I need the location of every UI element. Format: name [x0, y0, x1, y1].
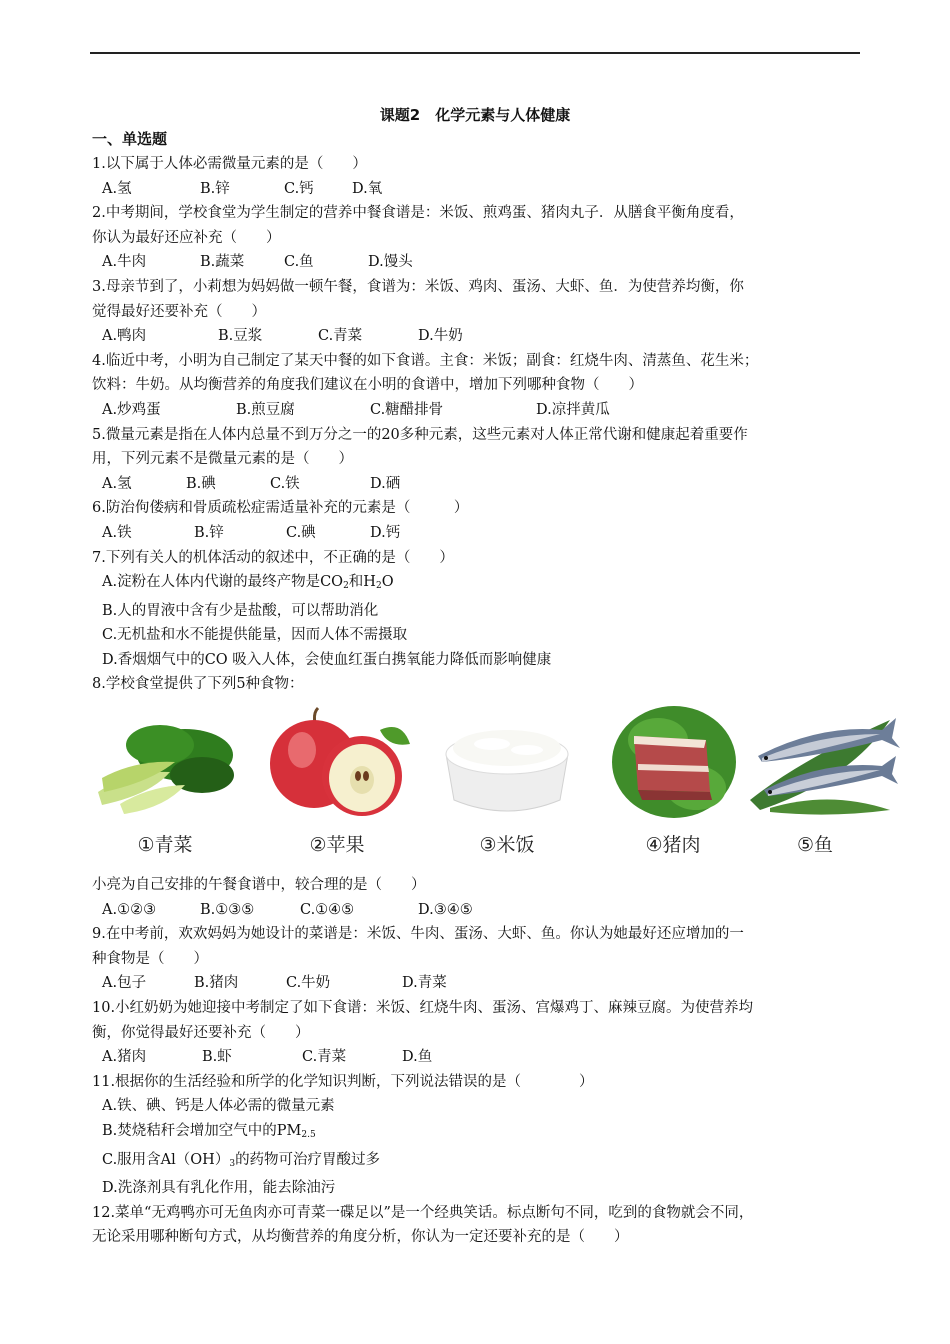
q1-option-a: A.氢 — [102, 180, 132, 197]
apple-image — [262, 700, 412, 830]
q9-stem-line2: 种食物是（ ） — [92, 950, 208, 967]
q10-option-b: B.虾 — [202, 1049, 232, 1066]
q2-option-a: A.牛肉 — [102, 254, 147, 271]
q3-option-a: A.鸭肉 — [102, 328, 147, 345]
q7-option-b: B.人的胃液中含有少是盐酸，可以帮助消化 — [102, 602, 379, 619]
q3-stem-line1: 3.母亲节到了，小莉想为妈妈做一顿午餐，食谱为：米饭、鸡肉、蛋汤、大虾、鱼．为使营养均衡，你 — [92, 278, 744, 295]
q2-options — [92, 250, 864, 275]
q11-option-c-text: C.服用含Al（OH） — [102, 1151, 230, 1168]
q2-stem-line2: 你认为最好还应补充（ ） — [92, 229, 281, 246]
food-label-1: ①青菜 — [137, 834, 193, 856]
q3-stem-line2: 觉得最好还要补充（ ） — [92, 303, 266, 320]
q4-stem-line2: 饮料：牛奶。从均衡营养的角度我们建议在小明的食谱中，增加下列哪种食物（ ） — [92, 377, 643, 394]
q9-option-c: C.牛奶 — [286, 975, 331, 992]
q9-option-a: A.包子 — [102, 975, 147, 992]
q4-option-b: B.煎豆腐 — [236, 401, 295, 418]
q1-stem: 1.以下属于人体必需微量元素的是（ ） — [92, 156, 367, 172]
q11-stem: 11.根据你的生活经验和所学的化学知识判断，下列说法错误的是（ ） — [92, 1073, 594, 1090]
q8-stem: 8.学校食堂提供了下列5种食物： — [92, 676, 304, 693]
q6-stem: 6.防治佝偻病和骨质疏松症需适量补充的元素是（ ） — [92, 500, 469, 517]
q7-option-a-mid: 和H — [348, 574, 376, 591]
q9-options — [92, 971, 864, 996]
q5-option-d: D.硒 — [370, 475, 401, 492]
food-apple — [262, 700, 412, 865]
food-label-3: ③米饭 — [479, 834, 535, 856]
bok-choy-image — [90, 700, 240, 830]
q2-option-b: B.蔬菜 — [200, 254, 245, 271]
q7-option-a — [92, 570, 864, 599]
q6-option-d: D.钙 — [370, 524, 401, 541]
section-heading: 一、单选题 — [92, 130, 168, 148]
q1-options — [92, 177, 864, 202]
q2-option-c: C.鱼 — [284, 254, 314, 271]
q11-option-c-sub: 3 — [229, 1158, 236, 1169]
q12-stem-line1: 12.菜单“无鸡鸭亦可无鱼肉亦可青菜一碟足以”是一个经典笑话。标点断句不同，吃到的食物就会不同， — [92, 1204, 754, 1221]
q7-option-d: D.香烟烟气中的CO 吸入人体，会使血红蛋白携氧能力降低而影响健康 — [102, 651, 552, 668]
q4-option-c: C.糖醋排骨 — [370, 401, 444, 418]
q4-stem-line1: 4.临近中考，小明为自己制定了某天中餐的如下食谱。主食：米饭；副食：红烧牛肉、清蒸鱼、花生米； — [92, 352, 759, 369]
q5-stem-line2: 用，下列元素不是微量元素的是（ ） — [92, 451, 353, 468]
q7-option-c: C.无机盐和水不能提供能量，因而人体不需摄取 — [102, 627, 408, 644]
q5-option-b: B.碘 — [186, 475, 216, 492]
q10-stem-line2: 衡，你觉得最好还要补充（ ） — [92, 1024, 310, 1041]
q11-option-b — [92, 1119, 864, 1148]
q2-option-d: D.馒头 — [368, 254, 413, 271]
food-label-4: ④猪肉 — [645, 834, 701, 856]
q4-options — [92, 398, 864, 423]
q4-option-d: D.凉拌黄瓜 — [536, 401, 610, 418]
q3-option-d: D.牛奶 — [418, 328, 463, 345]
q8-option-a: A.①②③ — [102, 901, 157, 918]
q10-option-c: C.青菜 — [302, 1049, 347, 1066]
q10-option-a: A.猪肉 — [102, 1049, 147, 1066]
q7-option-a-sub2: 2 — [375, 581, 382, 592]
q9-option-b: B.猪肉 — [194, 975, 239, 992]
q7-option-a-end: O — [381, 574, 394, 591]
food-pork — [598, 700, 748, 865]
page-title: 课题2 化学元素与人体健康 — [379, 106, 571, 124]
q6-option-c: C.碘 — [286, 524, 316, 541]
q8-options — [92, 898, 864, 923]
food-fish — [740, 700, 890, 865]
q8-stem-line2: 小亮为自己安排的午餐食谱中，较合理的是（ ） — [92, 877, 426, 893]
rice-image — [432, 700, 582, 830]
q11-option-c-end: 的药物可治疗胃酸过多 — [235, 1151, 381, 1168]
q3-option-b: B.豆浆 — [218, 328, 263, 345]
q12-stem-line2: 无论采用哪种断句方式，从均衡营养的角度分析，你认为一定还要补充的是（ ） — [92, 1229, 629, 1246]
q1-option-d: D.氧 — [352, 180, 383, 197]
q3-options — [92, 324, 864, 349]
q7-stem: 7.下列有关人的机体活动的叙述中，不正确的是（ ） — [92, 549, 454, 566]
food-image-row — [90, 700, 900, 865]
food-label-2: ②苹果 — [309, 834, 365, 856]
questions-part-2 — [92, 873, 864, 1250]
q5-option-c: C.铁 — [270, 475, 300, 492]
q11-option-b-sub: 2.5 — [301, 1129, 316, 1140]
q5-options — [92, 472, 864, 497]
q11-option-c — [92, 1148, 864, 1177]
q3-option-c: C.青菜 — [318, 328, 363, 345]
q11-option-b-text: B.焚烧秸秆会增加空气中的PM — [102, 1122, 302, 1139]
pork-image — [598, 700, 748, 830]
fish-image — [740, 700, 900, 830]
q6-option-b: B.锌 — [194, 524, 224, 541]
q1-option-b: B.锌 — [200, 180, 230, 197]
questions-part-1 — [92, 152, 864, 697]
q10-option-d: D.鱼 — [402, 1049, 433, 1066]
q4-option-a: A.炒鸡蛋 — [102, 401, 161, 418]
q9-stem-line1: 9.在中考前，欢欢妈妈为她设计的菜谱是：米饭、牛肉、蛋汤、大虾、鱼。你认为她最好还应增加的一 — [92, 926, 744, 943]
q8-option-d: D.③④⑤ — [418, 901, 473, 918]
q11-option-a: A.铁、碘、钙是人体必需的微量元素 — [102, 1098, 335, 1115]
q7-option-a-sub: 2 — [343, 581, 349, 592]
q5-stem-line1: 5.微量元素是指在人体内总量不到万分之一的20多种元素，这些元素对人体正常代谢和健康起着重要作 — [92, 426, 748, 443]
q7-option-a-text: A.淀粉在人体内代谢的最终产物是CO — [102, 574, 344, 591]
q2-stem-line1: 2.中考期间，学校食堂为学生制定的营养中餐食谱是：米饭、煎鸡蛋、猪肉丸子．从膳食平衡角度看， — [92, 205, 744, 222]
food-rice — [432, 700, 582, 865]
q1-option-c: C.钙 — [284, 180, 314, 197]
q11-option-d: D.洗涤剂具有乳化作用，能去除油污 — [102, 1180, 336, 1197]
q8-option-c: C.①④⑤ — [300, 901, 355, 918]
q6-option-a: A.铁 — [102, 524, 132, 541]
food-label-5: ⑤鱼 — [796, 834, 834, 856]
q9-option-d: D.青菜 — [402, 975, 447, 992]
q5-option-a: A.氢 — [102, 475, 132, 492]
q8-option-b: B.①③⑤ — [200, 901, 255, 918]
q10-stem-line1: 10.小红奶奶为她迎接中考制定了如下食谱：米饭、红烧牛肉、蛋汤、宫爆鸡丁、麻辣豆腐。为使营养均 — [92, 999, 754, 1016]
q6-options — [92, 521, 864, 546]
q10-options — [92, 1045, 864, 1070]
header-rule — [90, 52, 860, 54]
food-bok-choy — [90, 700, 240, 865]
